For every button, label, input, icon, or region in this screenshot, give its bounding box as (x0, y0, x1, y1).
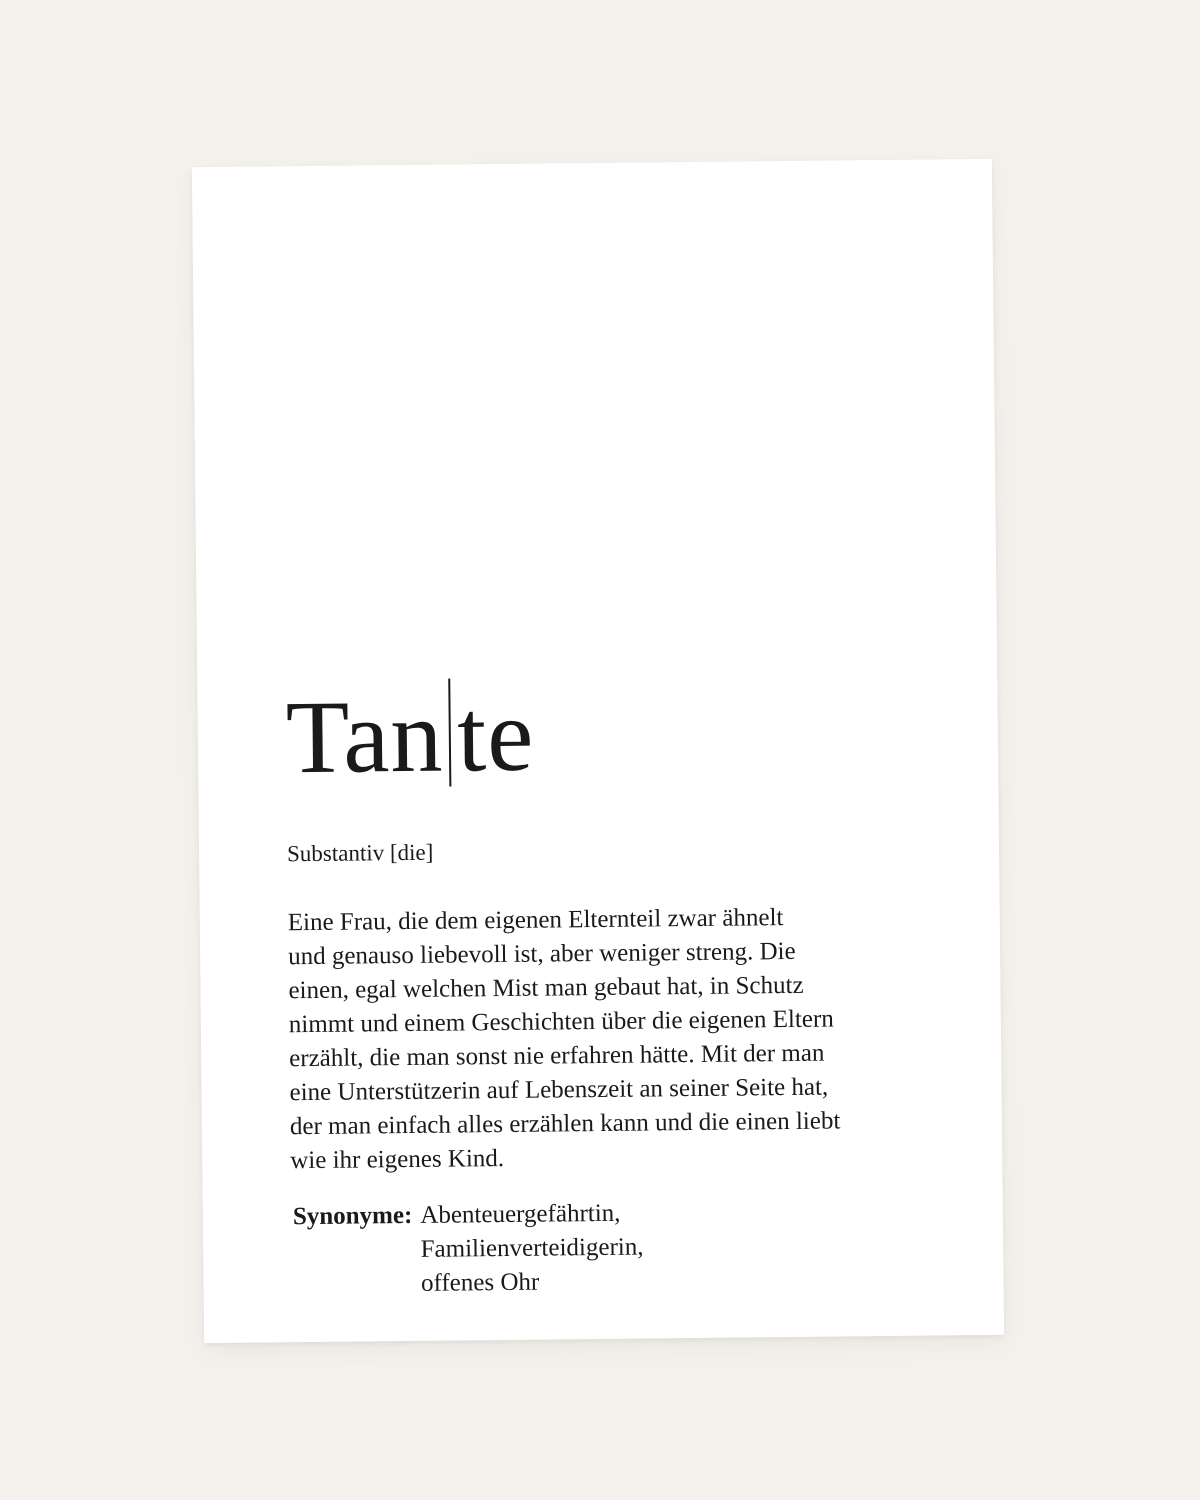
headword-syllable-1: Tan (285, 678, 444, 796)
headword-syllable-2: te (456, 677, 535, 794)
headword (285, 677, 896, 796)
definition-content (285, 677, 901, 1302)
part-of-speech: Substantiv [die] (286, 839, 434, 867)
synonyms-list (420, 1196, 644, 1300)
synonym-item: Familienverteidigerin, (420, 1233, 644, 1263)
definition-text: Eine Frau, die dem eigenen Elternteil zwar ähnelt und genauso liebevoll ist, aber weniger streng. Die einen, egal welchen Mist man gebaut hat, in Schutz nimmt und einem Geschichten über die eigenen Eltern erzählt, die man sonst nie erfahren hätte. Mit der man eine Unterstützerin auf Lebenszeit an seiner Seite hat, der man einfach alles erzählen kann und die einen liebt wie ihr eigenes Kind. (287, 903, 841, 1174)
synonyms-block (291, 1193, 902, 1301)
synonym-item: offenes Ohr (420, 1268, 540, 1297)
synonym-item: Abenteuergefährtin, (420, 1199, 621, 1229)
syllable-divider (449, 679, 452, 787)
synonyms-label: Synonyme: (292, 1201, 413, 1230)
definition-print-card (192, 159, 1004, 1343)
